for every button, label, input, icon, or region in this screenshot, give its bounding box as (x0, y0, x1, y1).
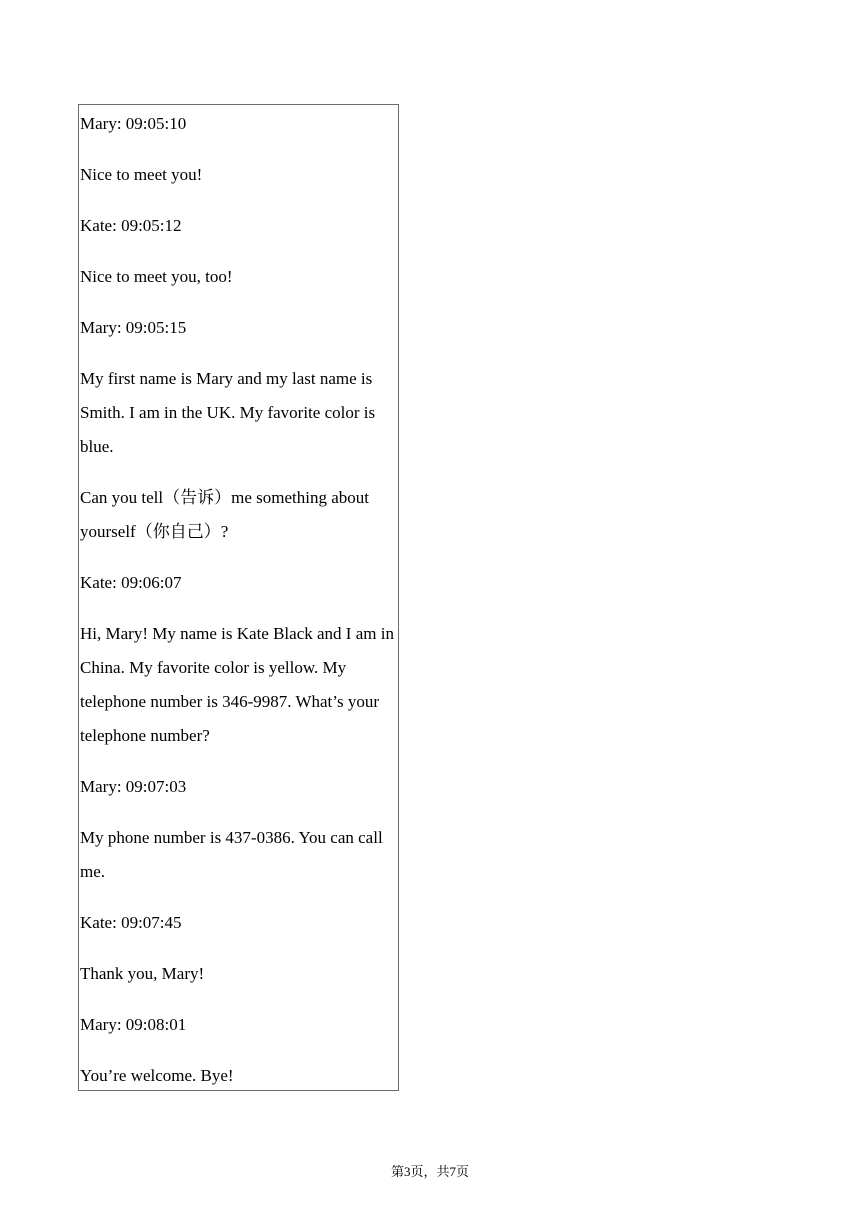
chat-speaker-timestamp: Mary: 09:07:03 (80, 777, 187, 796)
chat-message: My first name is Mary and my last name is Smith. I am in the UK. My favorite color is blue. (80, 369, 376, 456)
chat-message: You’re welcome. Bye! (80, 1066, 234, 1085)
chat-message: My phone number is 437-0386. You can call me. (80, 828, 383, 881)
chat-speaker-timestamp: Mary: 09:08:01 (80, 1015, 187, 1034)
page-number-footer: 第3页，共7页 (390, 1164, 469, 1179)
chat-speaker-timestamp: Mary: 09:05:15 (80, 318, 187, 337)
chat-transcript-box (78, 104, 399, 1091)
chat-message: Nice to meet you, too! (80, 267, 233, 286)
chat-speaker-timestamp: Kate: 09:07:45 (80, 913, 182, 932)
chat-message: Can you tell（告诉）me something about yourself（你自己）? (80, 488, 369, 541)
chat-speaker-timestamp: Mary: 09:05:10 (80, 114, 187, 133)
chat-speaker-timestamp: Kate: 09:06:07 (80, 573, 182, 592)
chat-speaker-timestamp: Kate: 09:05:12 (80, 216, 182, 235)
chat-message: Hi, Mary! My name is Kate Black and I am in China. My favorite color is yellow. My telephone number is 346-9987. What’s your telephone number? (80, 624, 394, 745)
chat-message: Thank you, Mary! (80, 964, 205, 983)
chat-message: Nice to meet you! (80, 165, 203, 184)
